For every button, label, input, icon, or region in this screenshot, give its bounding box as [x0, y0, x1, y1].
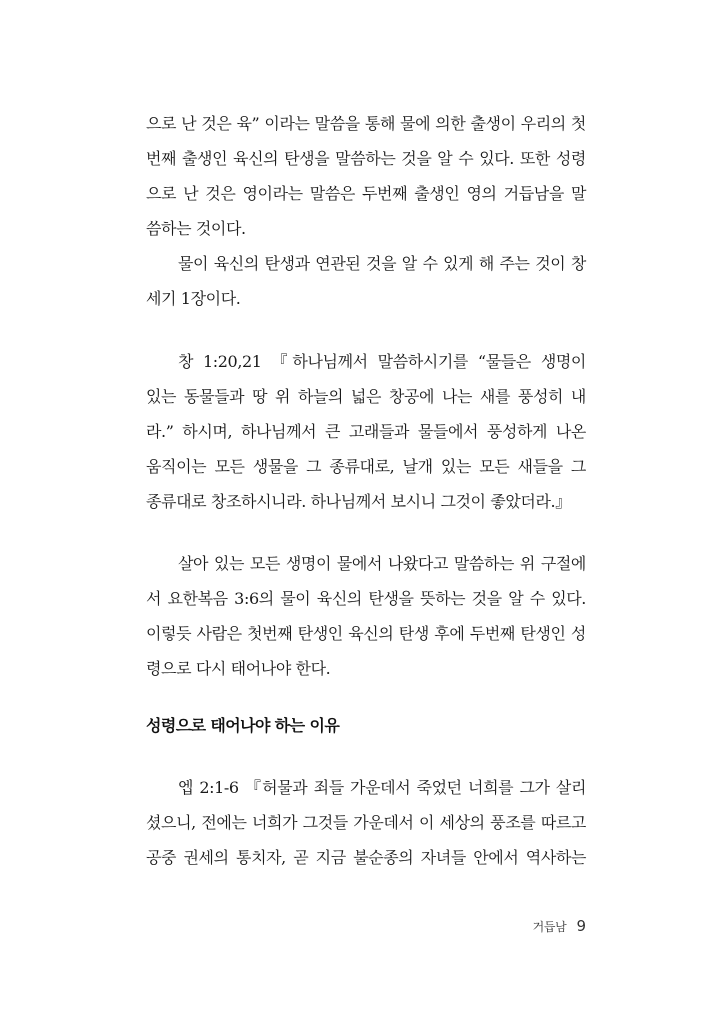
scripture-quote-line: 공중 권세의 통치자, 곧 지금 불순종의 자녀들 안에서 역사하는	[146, 848, 586, 867]
scripture-quote-line: 라.” 하시며, 하나님께서 큰 고래들과 물들에서 풍성하게 나온	[146, 422, 586, 441]
scripture-quote-line: 움직이는 모든 생물을 그 종류대로, 날개 있는 모든 새들을 그	[146, 457, 586, 476]
page-footer	[533, 916, 586, 935]
body-text-line: 씀하는 것이다.	[146, 219, 246, 238]
scripture-quote-line: 창 1:20,21 『하나님께서 말씀하시기를 “물들은 생명이	[178, 352, 586, 371]
scripture-quote-line: 셨으니, 전에는 너희가 그것들 가운데서 이 세상의 풍조를 따르고	[146, 813, 586, 832]
body-text-line: 세기 1장이다.	[146, 289, 241, 308]
body-text-line: 서 요한복음 3:6의 물이 육신의 탄생을 뜻하는 것을 알 수 있다.	[146, 589, 586, 608]
body-text-line: 물이 육신의 탄생과 연관된 것을 알 수 있게 해 주는 것이 창	[178, 254, 586, 273]
body-text-line: 으로 난 것은 육” 이라는 말씀을 통해 물에 의한 출생이 우리의 첫	[146, 114, 586, 133]
page-number: 9	[576, 917, 586, 935]
body-text-line: 이렇듯 사람은 첫번째 탄생인 육신의 탄생 후에 두번째 탄생인 성	[146, 624, 586, 643]
body-text-line: 으로 난 것은 영이라는 말씀은 두번째 출생인 영의 거듭남을 말	[146, 184, 586, 203]
running-title: 거듭남	[532, 920, 567, 934]
scripture-quote-line: 엡 2:1-6 『허물과 죄들 가운데서 죽었던 너희를 그가 살리	[178, 778, 586, 797]
section-heading: 성령으로 태어나야 하는 이유	[146, 716, 340, 735]
body-text-line: 번째 출생인 육신의 탄생을 말씀하는 것을 알 수 있다. 또한 성령	[146, 149, 586, 168]
body-text-line: 살아 있는 모든 생명이 물에서 나왔다고 말씀하는 위 구절에	[178, 554, 586, 573]
scripture-quote-line: 있는 동물들과 땅 위 하늘의 넓은 창공에 나는 새를 풍성히 내	[146, 387, 586, 406]
scripture-quote-line: 종류대로 창조하시니라. 하나님께서 보시니 그것이 좋았더라.』	[146, 492, 571, 511]
body-text-line: 령으로 다시 태어나야 한다.	[146, 659, 331, 678]
